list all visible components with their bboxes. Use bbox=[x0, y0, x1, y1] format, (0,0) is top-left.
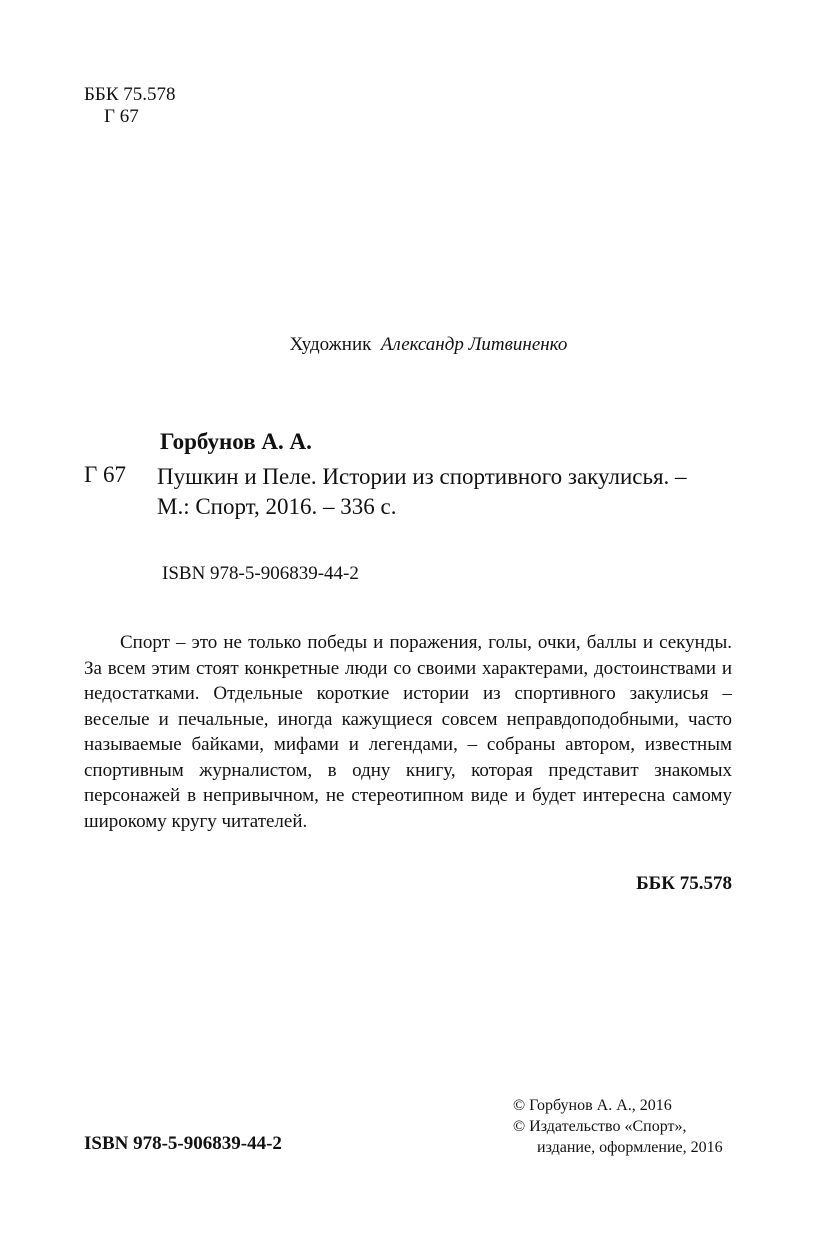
bibliographic-record bbox=[157, 462, 687, 522]
isbn-record: ISBN 978-5-906839-44-2 bbox=[162, 563, 359, 584]
artist-credit bbox=[0, 334, 827, 356]
bbk-header bbox=[84, 84, 176, 128]
author-name: Горбунов А. А. bbox=[160, 429, 312, 454]
title-line-1: Пушкин и Пеле. Истории из спортивного закулисья. – bbox=[157, 464, 687, 489]
copyright-author: © Горбунов А. А., 2016 bbox=[513, 1097, 672, 1114]
author-mark: Г 67 bbox=[104, 106, 139, 127]
title-line-2: М.: Спорт, 2016. – 336 с. bbox=[157, 494, 397, 519]
bbk-footer: ББК 75.578 bbox=[636, 873, 732, 894]
copyright-publisher: © Издательство «Спорт», bbox=[513, 1118, 687, 1135]
annotation bbox=[84, 630, 732, 834]
annotation-text: Спорт – это не только победы и поражения, голы, очки, баллы и секунды. За всем этим стоят конкретные люди со своими характерами, достоинствами и недостатками. Отдельные короткие истории из спортивного закулисья – веселые и печальные, иногда кажущиеся совсем неправдоподобными, часто называемые байками, мифами и легендами, – собраны автором, известным спортивным журналистом, в одну книгу, которая представит знакомых персонажей в непривычном, не стереотипном виде и будет интересна самому широкому кругу читателей. bbox=[84, 632, 732, 832]
artist-label: Художник bbox=[289, 334, 372, 355]
author-index: Г 67 bbox=[84, 462, 127, 487]
artist-name: Александр Литвиненко bbox=[380, 334, 568, 355]
copyright-block bbox=[513, 1095, 723, 1158]
isbn-bottom: ISBN 978-5-906839-44-2 bbox=[84, 1133, 282, 1154]
bbk-code: ББК 75.578 bbox=[84, 84, 176, 105]
copyright-edition: издание, оформление, 2016 bbox=[537, 1139, 723, 1156]
